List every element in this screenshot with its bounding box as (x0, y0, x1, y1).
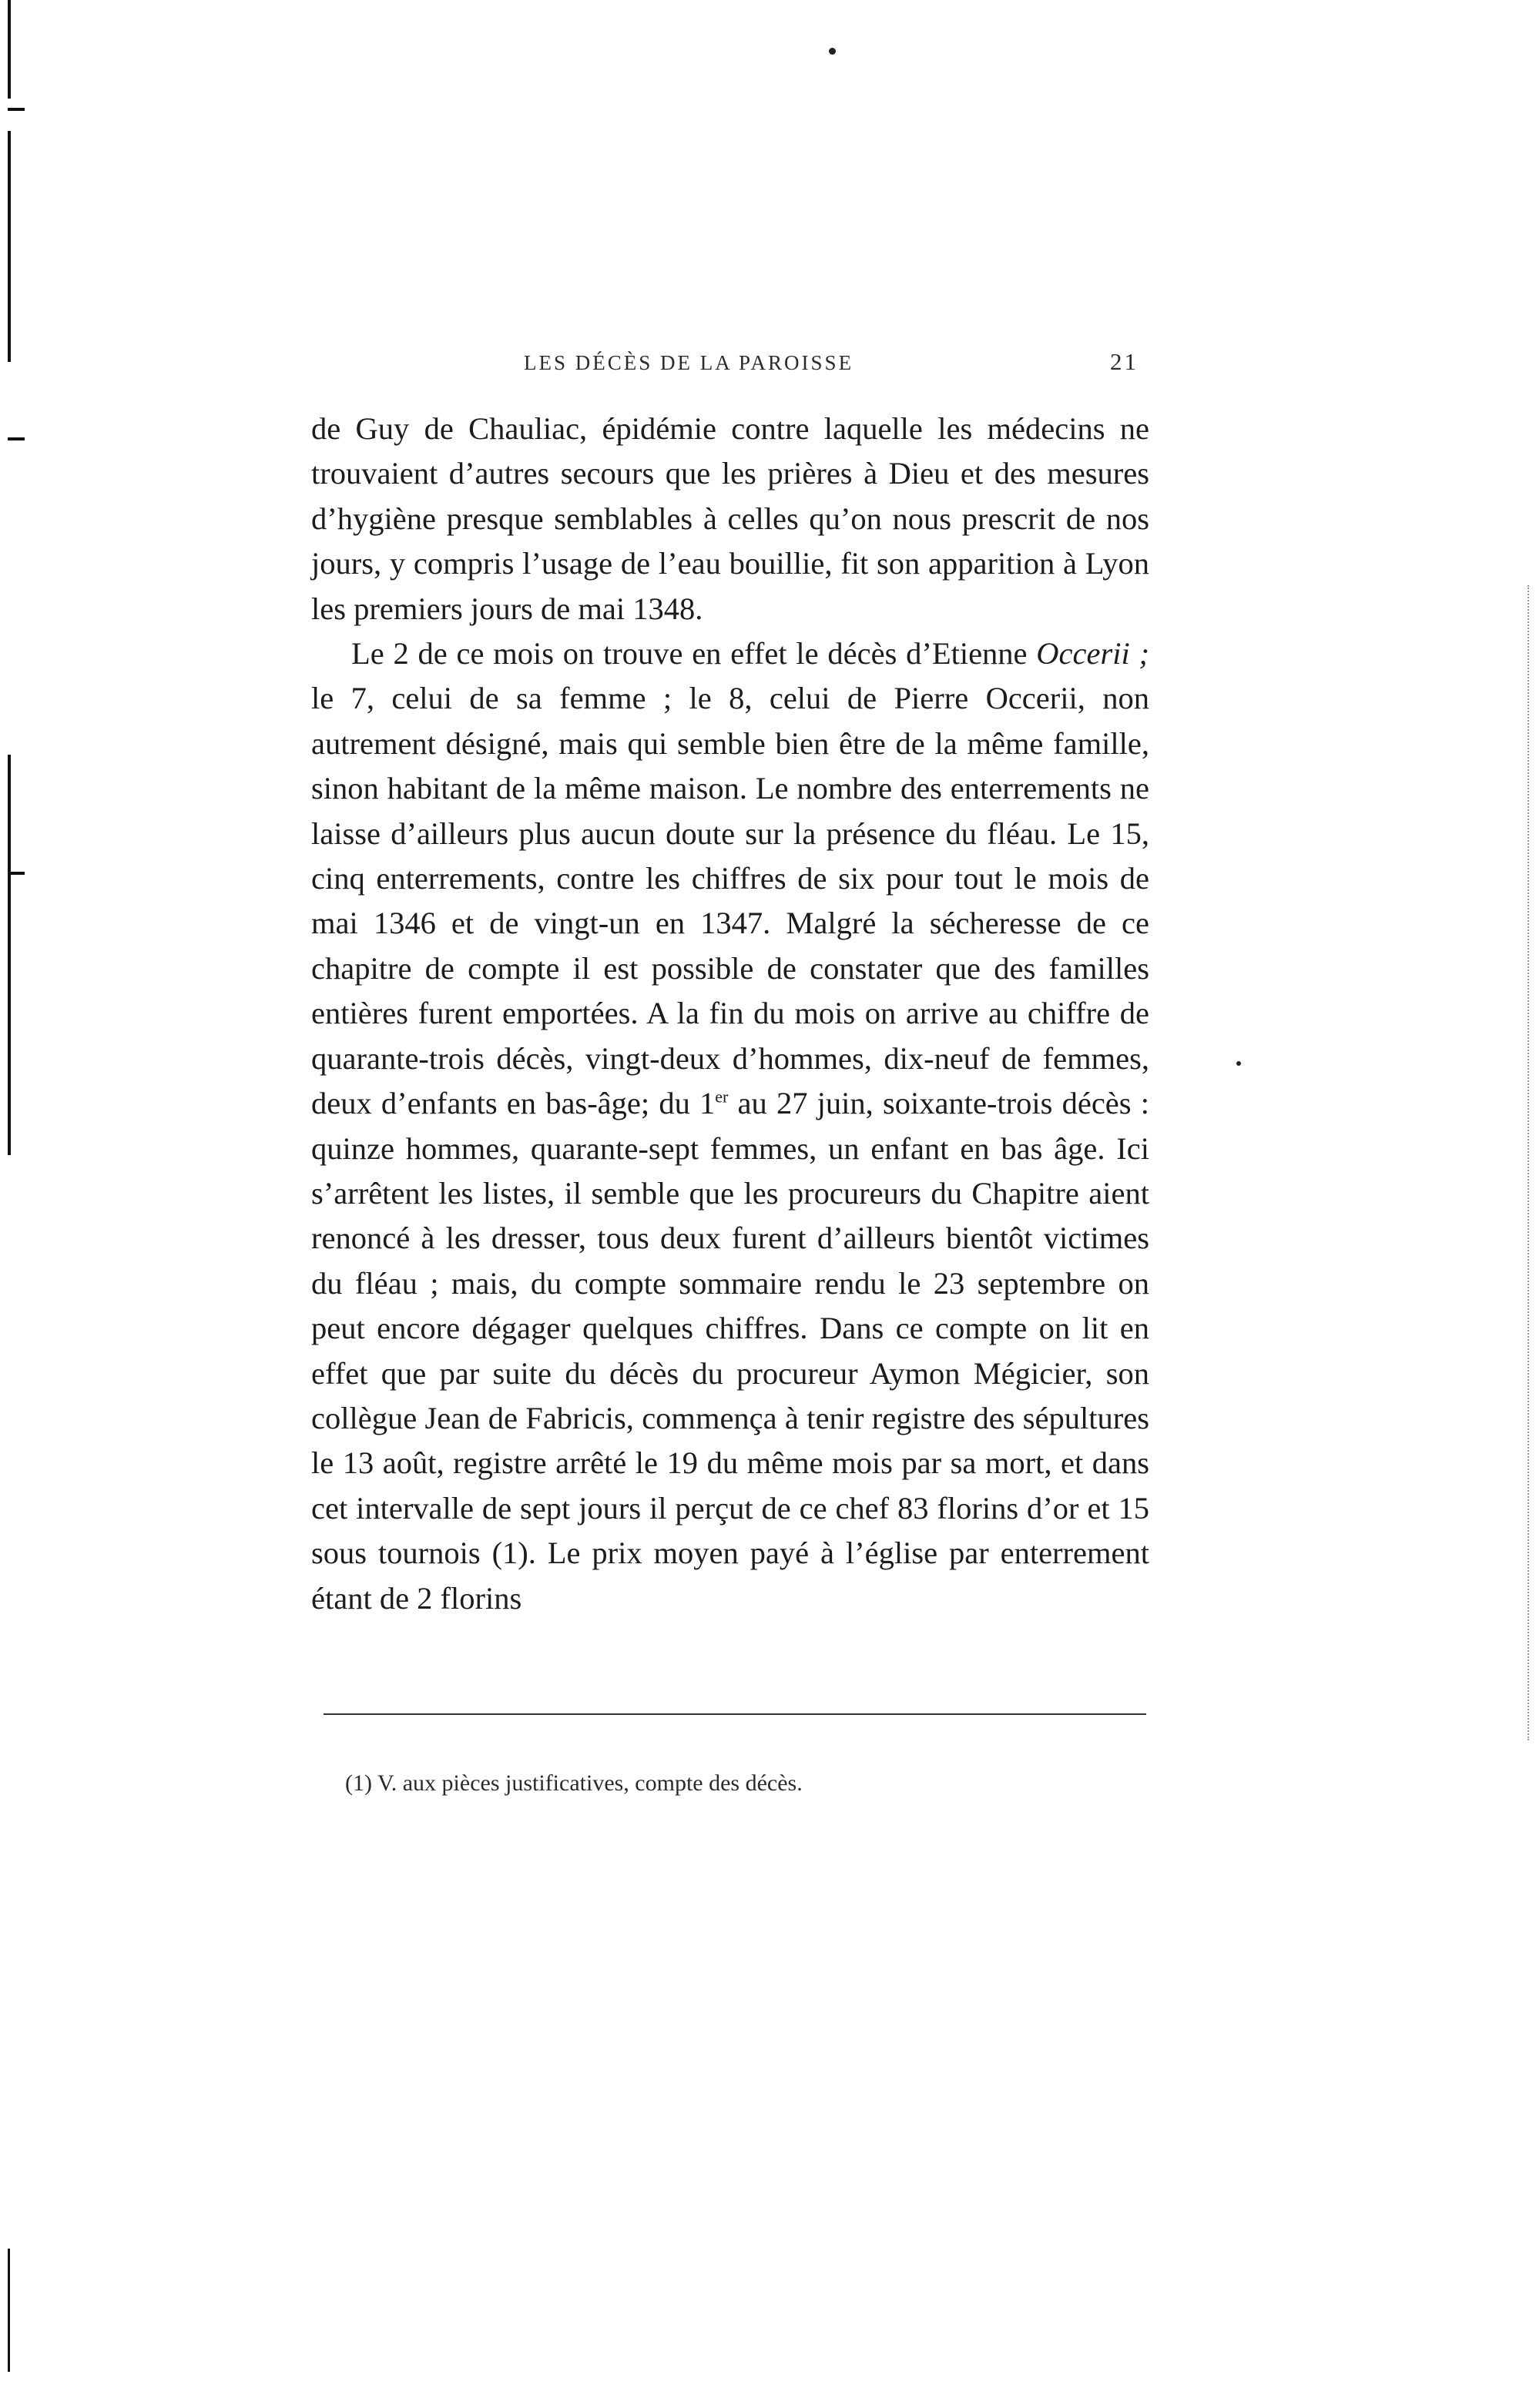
scan-edge-line-top (8, 0, 11, 99)
scan-edge-line-lower (8, 755, 11, 1155)
running-head: LES DÉCÈS DE LA PAROISSE (524, 351, 854, 374)
scan-edge-tick (8, 108, 25, 111)
paragraph-2-part-c: au 27 juin, soixante-trois décès : quinze hommes, quarante-sept femmes, un enfant en bas âge. Ici s’arrêtent les listes, il semble que les procureurs du Chapitre aient renoncé à les dresser, tous deux furent d’ailleurs bientôt victimes du fléau ; mais, du compte sommaire rendu le 23 septembre on peut encore dégager quelques chiffres. Dans ce compte on lit en effet que par suite du décès du procureur Aymon Mégicier, son collègue Jean de Fabricis, commença à tenir registre des sépultures le 13 août, registre arrêté le 19 du même mois par sa mort, et dans cet intervalle de sept jours il perçut de ce chef 83 florins d’or et 15 sous tournois (1). Le prix moyen payé à l’église par enterrement étant de 2 florins (311, 1086, 1149, 1616)
footnote: (1) V. aux pièces justificatives, compte des décès. (345, 1770, 803, 1796)
footnote-rule (324, 1713, 1146, 1715)
page-header (308, 348, 1171, 390)
scan-speck (829, 48, 836, 55)
paragraph-2-italic-name: Occerii ; (1036, 636, 1149, 671)
scan-edge-line-bottom (8, 2249, 10, 2372)
paragraph-2 (311, 631, 1149, 1621)
body-text (311, 407, 1149, 1621)
paragraph-2-part-b: le 7, celui de sa femme ; le 8, celui de Pierre Occerii, non autrement désigné, mais qui semble bien être de la même famille, sinon habitant de la même maison. Le nombre des enterrements ne laisse d’ailleurs plus aucun doute sur la présence du fléau. Le 15, cinq enterrements, contre les chiffres de six pour tout le mois de mai 1346 et de vingt-un en 1347. Malgré la sécheresse de ce chapitre de compte il est possible de constater que des familles entières furent emportées. A la fin du mois on arrive au chiffre de quarante-trois décès, vingt-deux d’hommes, dix-neuf de femmes, deux d’enfants en bas-âge; du 1 (311, 681, 1149, 1121)
scan-edge-line-mid (8, 131, 11, 362)
paragraph-2-superscript: er (715, 1087, 729, 1107)
scan-right-specks (1528, 585, 1531, 1740)
paragraph-1: de Guy de Chauliac, épidémie contre laquelle les médecins ne trouvaient d’autres secours que les prières à Dieu et des mesures d’hygiène presque semblables à celles qu’on nous prescrit de nos jours, y compris l’usage de l’eau bouillie, fit son apparition à Lyon les premiers jours de mai 1348. (311, 411, 1149, 626)
page-number: 21 (1110, 348, 1139, 375)
paragraph-2-part-a: Le 2 de ce mois on trouve en effet le décès d’Etienne (351, 636, 1028, 671)
scan-edge-tick (8, 437, 25, 440)
scan-speck (1236, 1061, 1241, 1066)
scan-edge-tick (8, 872, 25, 875)
